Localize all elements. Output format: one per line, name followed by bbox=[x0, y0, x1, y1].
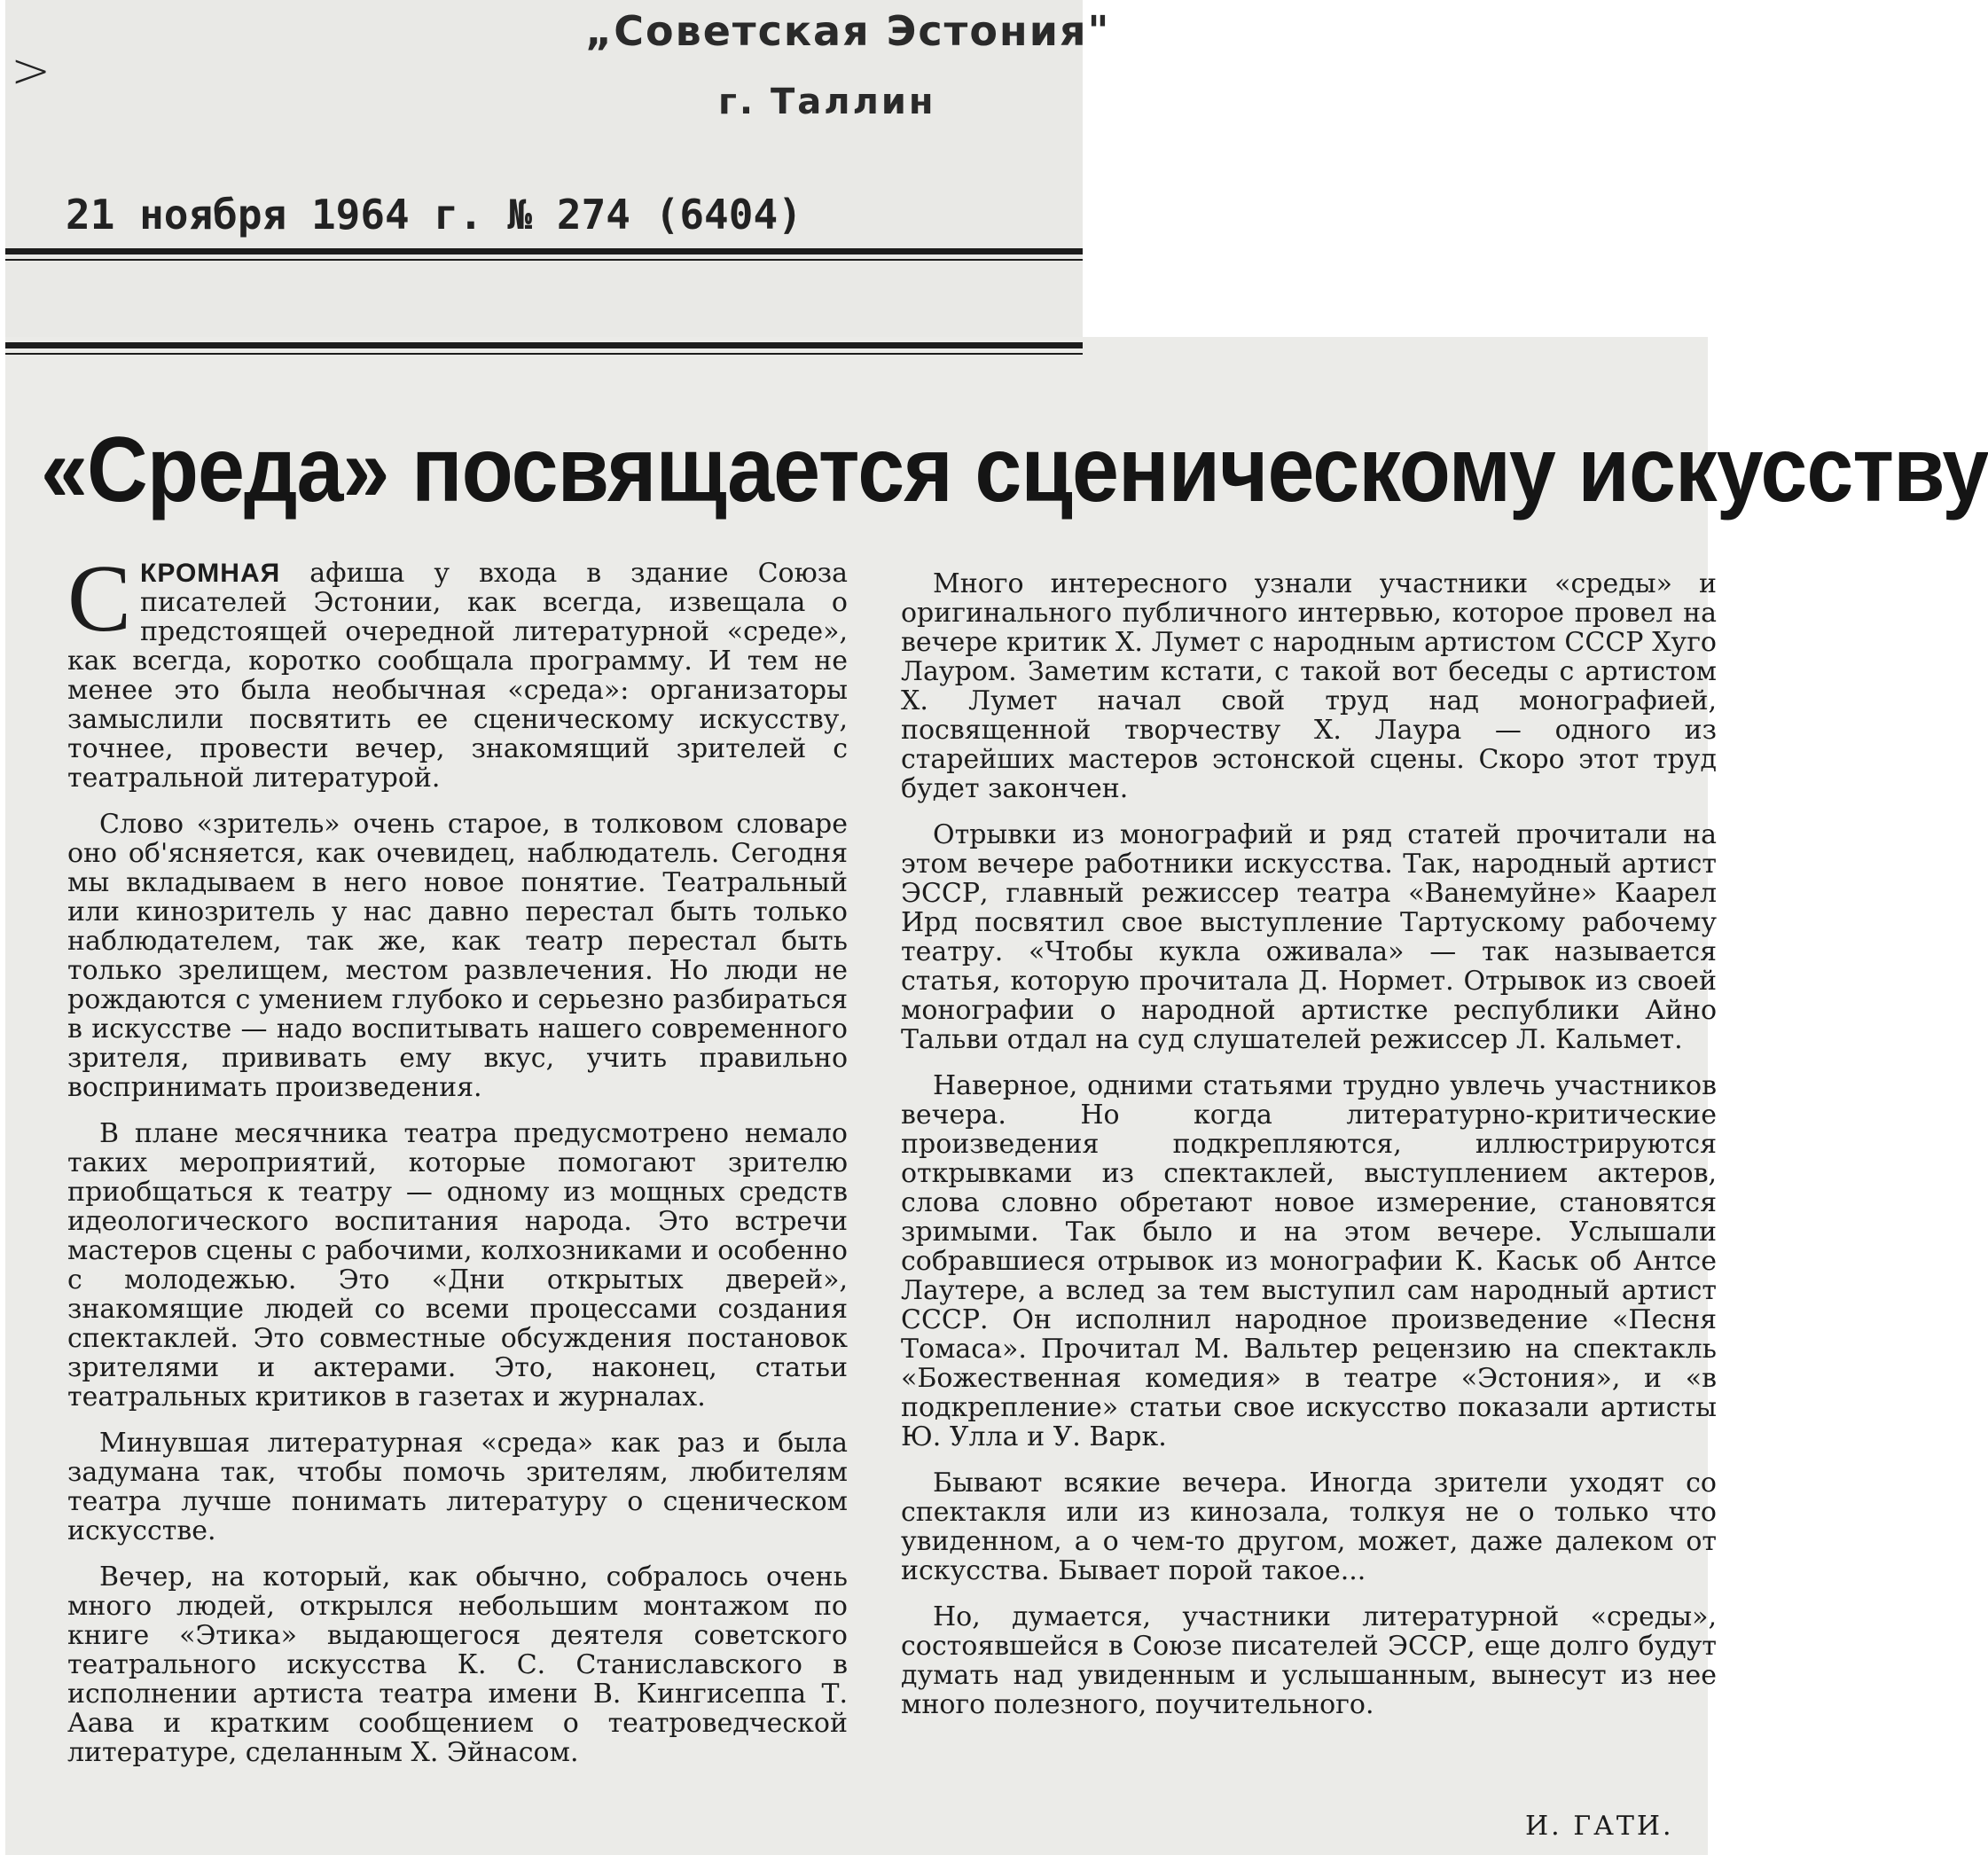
handwritten-mark: > bbox=[11, 43, 51, 98]
article-paragraph: В плане месячника театра предусмотрено немало таких мероприятий, которые помогают зрителю приобщаться к театру — одному из мощных средств идеологического воспитания народа. Это встречи мастеров сцены с рабочими, колхозниками и особенно с молодежью. Это «Дни открытых дверей», знакомящие людей со всеми процессами создания спектаклей. Это совместные обсуждения постановок зрителями и актерами. Это, наконец, статьи театральных критиков в газетах и журналах. bbox=[67, 1118, 848, 1413]
article-paragraph: Отрывки из монографий и ряд статей прочитали на этом вечере работники искусства. Так, народный артист ЭССР, главный режиссер театра «Ванемуйне» Каарел Ирд посвятил свое выступление Тартускому рабочему театру. «Чтобы кукла оживала» — так называется статья, которую прочитала Д. Нормет. Отрывок из своей монографии о народной артистке республики Айно Тальви отдал на суд слушателей режиссер Л. Кальмет. bbox=[901, 819, 1717, 1055]
clipping-header-paper bbox=[5, 0, 1111, 372]
article-paragraph: СКРОМНАЯ афиша у входа в здание Союза писателей Эстонии, как всегда, извещала о предстоящей очередной литературной «среде», как всегда, коротко сообщала программу. И тем не менее это была необычная «среда»: организаторы замыслили посвятить ее сценическому искусству, точнее, провести вечер, знакомящий зрителей с театральной литературой. bbox=[67, 546, 848, 794]
article-left-column bbox=[67, 546, 848, 1784]
article-paragraph: Вечер, на который, как обычно, собралось очень много людей, открылся небольшим монтажом по книге «Этика» выдающегося деятеля советского театрального искусства К. С. Станиславского в исполнении артиста театра имени В. Кингисеппа Т. Аава и кратким сообщением о театроведческой литературе, сделанным Х. Эйнасом. bbox=[67, 1561, 848, 1768]
masthead-rule-thick bbox=[5, 248, 1083, 254]
newspaper-city: г. Таллин bbox=[718, 82, 936, 122]
article-headline: «Среда» посвящается сценическому искусству bbox=[41, 419, 1988, 521]
drop-cap: С bbox=[67, 546, 132, 652]
issue-date-line: 21 ноября 1964 г. № 274 (6404) bbox=[66, 191, 802, 239]
article-paragraph: Слово «зритель» очень старое, в толковом словаре оно об'ясняется, как очевидец, наблюдатель. Сегодня мы вкладываем в него новое понятие. Театральный или кинозритель у нас давно перестал быть только наблюдателем, так же, как театр перестал быть только зрелищем, местом развлечения. Но люди не рождаются с умением глубоко и серьезно разбираться в искусстве — надо воспитывать нашего современного зрителя, прививать ему вкус, учить правильно воспринимать произведения. bbox=[67, 809, 848, 1103]
article-paragraph: Но, думается, участники литературной «среды», состоявшейся в Союзе писателей ЭССР, еще долго будут думать над увиденным и услышанным, вынесут из нее много полезного, поучительного. bbox=[901, 1601, 1717, 1720]
newspaper-name: „Советская Эстония" bbox=[585, 7, 1111, 55]
article-right-column bbox=[901, 569, 1717, 1736]
article-paragraph: Бывают всякие вечера. Иногда зрители уходят со спектакля или из кинозала, толкуя не о только что увиденном, а о чем-то другом, может, даже далеком от искусства. Бывает порой такое... bbox=[901, 1468, 1717, 1586]
lead-caps: КРОМНАЯ bbox=[140, 559, 281, 588]
masthead-rule-thin bbox=[5, 259, 1083, 261]
article-paragraph: Много интересного узнали участники «среды» и оригинального публичного интервью, которое провел на вечере критик Х. Лумет с народным артистом СССР Хуго Лауром. Заметим кстати, с такой вот беседы с артистом Х. Лумет начал свой труд над монографией, посвященной творчеству Х. Лаура — одного из старейших мастеров эстонской сцены. Скоро этот труд будет закончен. bbox=[901, 568, 1717, 804]
article-paragraph: Минувшая литературная «среда» как раз и была задумана так, чтобы помочь зрителям, любителям театра лучше понимать литературу о сценическом искусстве. bbox=[67, 1428, 848, 1546]
headline-rule-thin bbox=[5, 353, 1083, 355]
article-paragraph: Наверное, одними статьями трудно увлечь участников вечера. Но когда литературно-критические произведения подкрепляются, иллюстрируются открывками из спектаклей, выступлением актеров, слова словно обретают новое измерение, становятся зримыми. Так было и на этом вечере. Услышали собравшиеся отрывок из монографии К. Каськ об Антсе Лаутере, а вслед за тем выступил сам народный артист СССР. Он исполнил народное произведение «Песня Томаса». Прочитал М. Вальтер рецензию на спектакль «Божественная комедия» в театре «Эстония», и «в подкрепление» статьи свое искусство показали артисты Ю. Улла и У. Варк. bbox=[901, 1070, 1717, 1452]
headline-rule-thick bbox=[5, 342, 1083, 348]
author-signature: И. ГАТИ. bbox=[1525, 1811, 1674, 1842]
